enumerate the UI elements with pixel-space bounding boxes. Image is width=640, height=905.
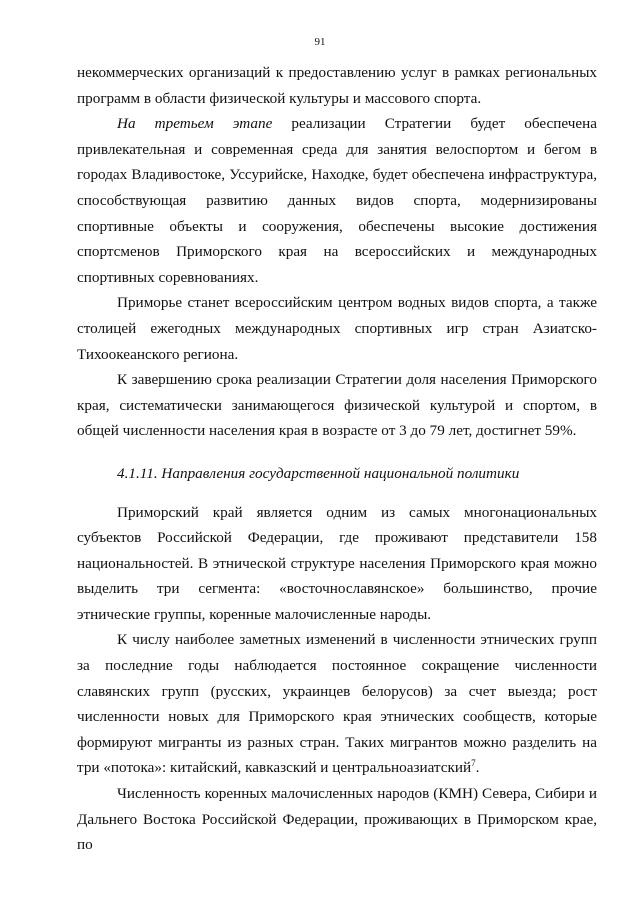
section-heading: 4.1.11. Направления государственной национальной политики bbox=[117, 464, 520, 482]
footnote-reference: 7 bbox=[471, 758, 476, 769]
paragraph-continuation: некоммерческих организаций к предоставлению услуг в рамках региональных программ в области физической культуры и массового спорта. bbox=[77, 64, 597, 107]
paragraph-third-stage bbox=[77, 111, 597, 290]
paragraph-primorye-center: Приморье станет всероссийским центром водных видов спорта, а также столицей ежегодных международных спортивных игр стран Азиатско-Тихоокеанского региона. bbox=[77, 294, 597, 363]
page-number: 91 bbox=[314, 36, 326, 48]
paragraph-strategy-completion: К завершению срока реализации Стратегии доля населения Приморского края, систематически занимающегося физической культурой и спортом, в общей численности населения края в возрасте от 3 до 79 лет, достигнет 59%. bbox=[77, 371, 597, 440]
paragraph-indigenous-peoples: Численность коренных малочисленных народов (КМН) Севера, Сибири и Дальнего Востока Российской Федерации, проживающих в Приморском крае, по bbox=[77, 785, 597, 854]
document-body bbox=[77, 60, 597, 858]
paragraph-text: реализации Стратегии будет обеспечена привлекательная и современная среда для занятия велоспортом и бегом в городах Владивостоке, Уссурийске, Находке, будет обеспечена инфраструктура, способствующая развитию данных видов спорта, модернизированы спортивные объекты и сооружения, обеспечены высокие достижения спортсменов Приморского края на всероссийских и международных спортивных соревнованиях. bbox=[77, 115, 597, 286]
paragraph-text: К числу наиболее заметных изменений в численности этнических групп за последние годы наблюдается постоянное сокращение численности славянских групп (русских, украинцев белорусов) за счет выезда; рост численности новых для Приморского края этнических сообществ, которые формируют мигранты из разных стран. Таких мигрантов можно разделить на три «потока»: китайский, кавказский и центральноазиатский bbox=[77, 631, 597, 777]
paragraph-lead-italic: На третьем этапе bbox=[117, 115, 273, 133]
paragraph-ethnic-changes bbox=[77, 627, 597, 781]
paragraph-multinational: Приморский край является одним из самых многонациональных субъектов Российской Федерации, где проживают представители 158 национальностей. В этнической структуре населения Приморского края можно выделить три сегмента: «восточнославянское» большинство, прочие этнические группы, коренные малочисленные народы. bbox=[77, 503, 597, 623]
paragraph-text-end: . bbox=[475, 759, 480, 777]
